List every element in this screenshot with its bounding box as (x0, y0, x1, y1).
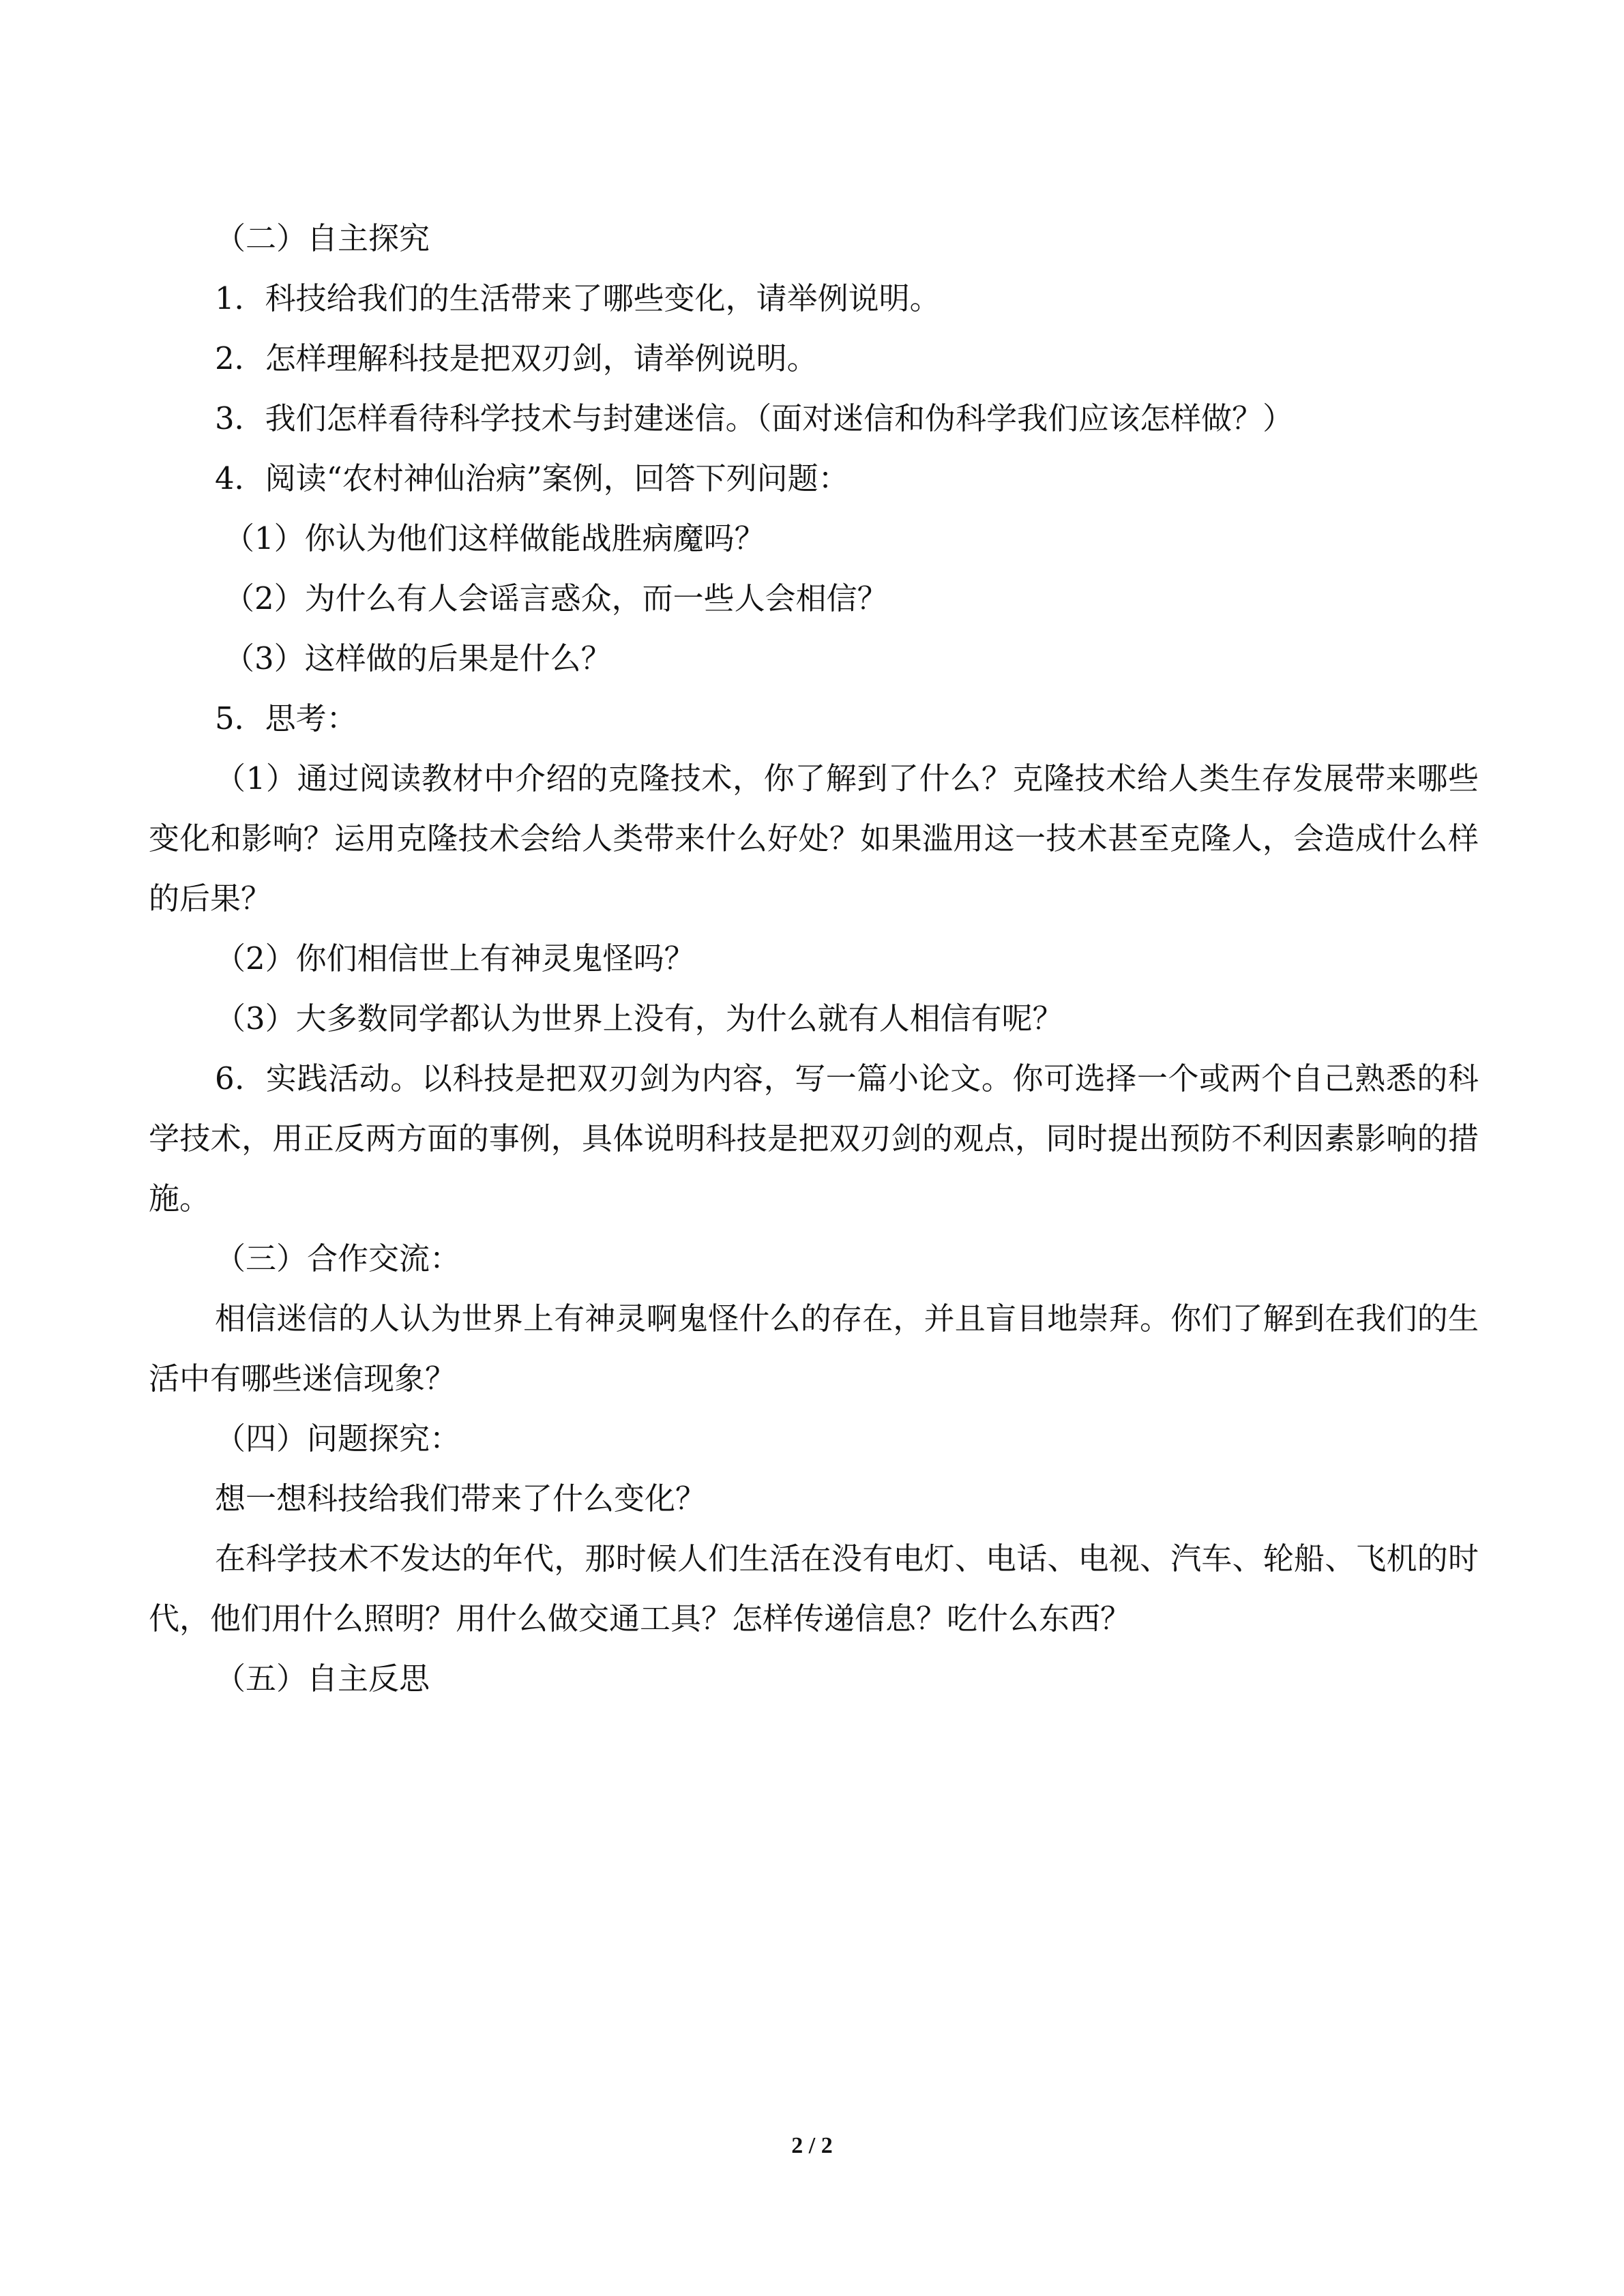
question-3: 3．我们怎样看待科学技术与封建迷信。（面对迷信和伪科学我们应该怎样做？） (215, 400, 1294, 436)
question-6: 6．实践活动。以科技是把双刃剑为内容，写一篇小论文。你可选择一个或两个自己熟悉的科学技术，用正反两方面的事例，具体说明科技是把双刃剑的观点，同时提出预防不利因素影响的措施。 (149, 1060, 1479, 1217)
section-4-paragraph-2: 在科学技术不发达的年代，那时候人们生活在没有电灯、电话、电视、汽车、轮船、飞机的时代，他们用什么照明？用什么做交通工具？怎样传递信息？吃什么东西？ (149, 1540, 1479, 1637)
section-heading-5: （五）自主反思 (215, 1660, 430, 1697)
question-5-sub-3: （3）大多数同学都认为世界上没有，为什么就有人相信有呢？ (215, 1000, 1063, 1037)
question-1: 1．科技给我们的生活带来了哪些变化，请举例说明。 (215, 280, 941, 316)
question-4-sub-1: （1）你认为他们这样做能战胜病魔吗？ (224, 520, 765, 556)
section-heading-2: （二）自主探究 (215, 220, 430, 256)
question-5-sub-1: （1）通过阅读教材中介绍的克隆技术，你了解到了什么？克隆技术给人类生存发展带来哪些变化和影响？运用克隆技术会给人类带来什么好处？如果滥用这一技术甚至克隆人，会造成什么样的后果？ (149, 760, 1479, 916)
question-4-sub-2: （2）为什么有人会谣言惑众，而一些人会相信？ (224, 580, 888, 616)
document-body (149, 209, 1479, 1709)
section-4-paragraph-1: 想一想科技给我们带来了什么变化？ (215, 1480, 707, 1517)
question-5-sub-2: （2）你们相信世上有神灵鬼怪吗？ (215, 940, 695, 976)
question-5: 5．思考： (215, 700, 357, 736)
question-2: 2．怎样理解科技是把双刃剑，请举例说明。 (215, 340, 818, 376)
question-4: 4．阅读“农村神仙治病”案例，回答下列问题： (215, 460, 849, 496)
question-4-sub-3: （3）这样做的后果是什么？ (224, 640, 612, 676)
section-heading-3: （三）合作交流： (215, 1240, 461, 1277)
page-number: 2 / 2 (791, 2133, 833, 2158)
section-heading-4: （四）问题探究： (215, 1420, 461, 1457)
section-3-paragraph: 相信迷信的人认为世界上有神灵啊鬼怪什么的存在，并且盲目地崇拜。你们了解到在我们的生活中有哪些迷信现象？ (149, 1300, 1479, 1397)
